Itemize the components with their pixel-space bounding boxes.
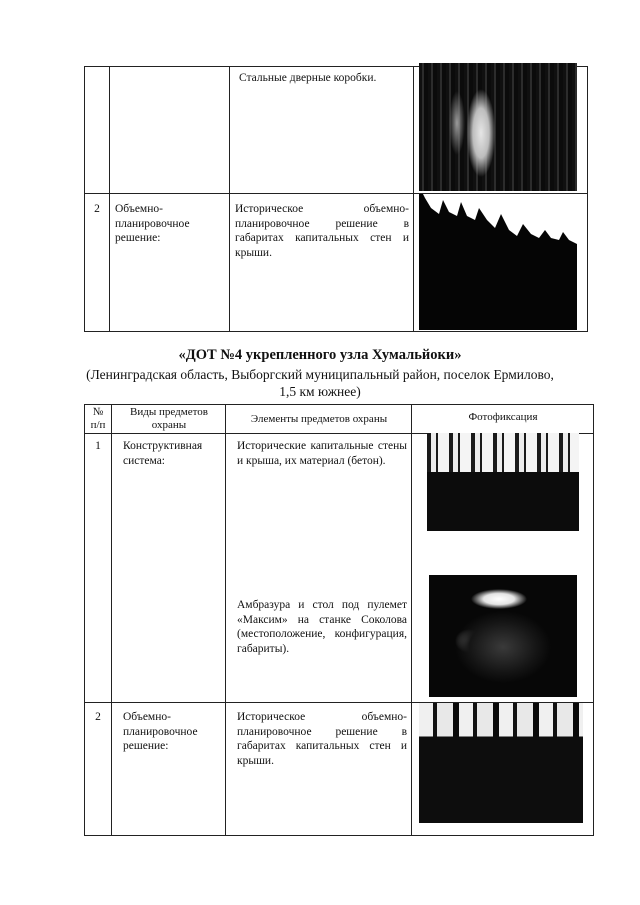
header-protection-type: Виды предметов охраны bbox=[130, 406, 208, 431]
top-table bbox=[84, 66, 588, 332]
top-row2-number: 2 bbox=[94, 203, 100, 215]
row1-type: Конструктивная система: bbox=[123, 440, 203, 467]
top-row2-element: Историческое объемно-планировочное решение в габаритах капитальных стен и крыши. bbox=[235, 203, 409, 259]
header-number: № п/п bbox=[90, 406, 106, 431]
row1-element-embrasure: Амбразура и стол под пулемет «Максим» на станке Соколова (местоположение, конфигурация, габариты). bbox=[237, 599, 407, 655]
protection-table bbox=[84, 404, 594, 836]
object-location-line1: (Ленинградская область, Выборгский муниципальный район, поселок Ермилово, bbox=[86, 367, 554, 382]
row2-number: 2 bbox=[95, 711, 101, 723]
row2-type: Объемно-планировочное решение: bbox=[123, 711, 198, 752]
top-row1-element: Стальные дверные коробки. bbox=[239, 72, 377, 84]
header-photo: Фотофиксация bbox=[468, 411, 538, 423]
bunker-walls-photo bbox=[427, 433, 579, 531]
bunker-overview-photo bbox=[419, 703, 583, 823]
forest-silhouette bbox=[419, 194, 577, 330]
row2-element: Историческое объемно-планировочное решение в габаритах капитальных стен и крыши. bbox=[237, 711, 407, 767]
top-row2-type: Объемно-планировочное решение: bbox=[115, 203, 190, 244]
object-title: «ДОТ №4 укрепленного узла Хумальйоки» bbox=[178, 347, 462, 363]
steel-door-frame-photo bbox=[419, 63, 577, 191]
forest-treeline-photo bbox=[419, 194, 577, 330]
row1-element-walls: Исторические капитальные стены и крыша, их материал (бетон). bbox=[237, 440, 407, 467]
object-location-line2: 1,5 км южнее) bbox=[279, 384, 361, 399]
header-elements: Элементы предметов охраны bbox=[250, 413, 388, 425]
embrasure-photo bbox=[429, 575, 577, 697]
row1-number: 1 bbox=[95, 440, 101, 452]
